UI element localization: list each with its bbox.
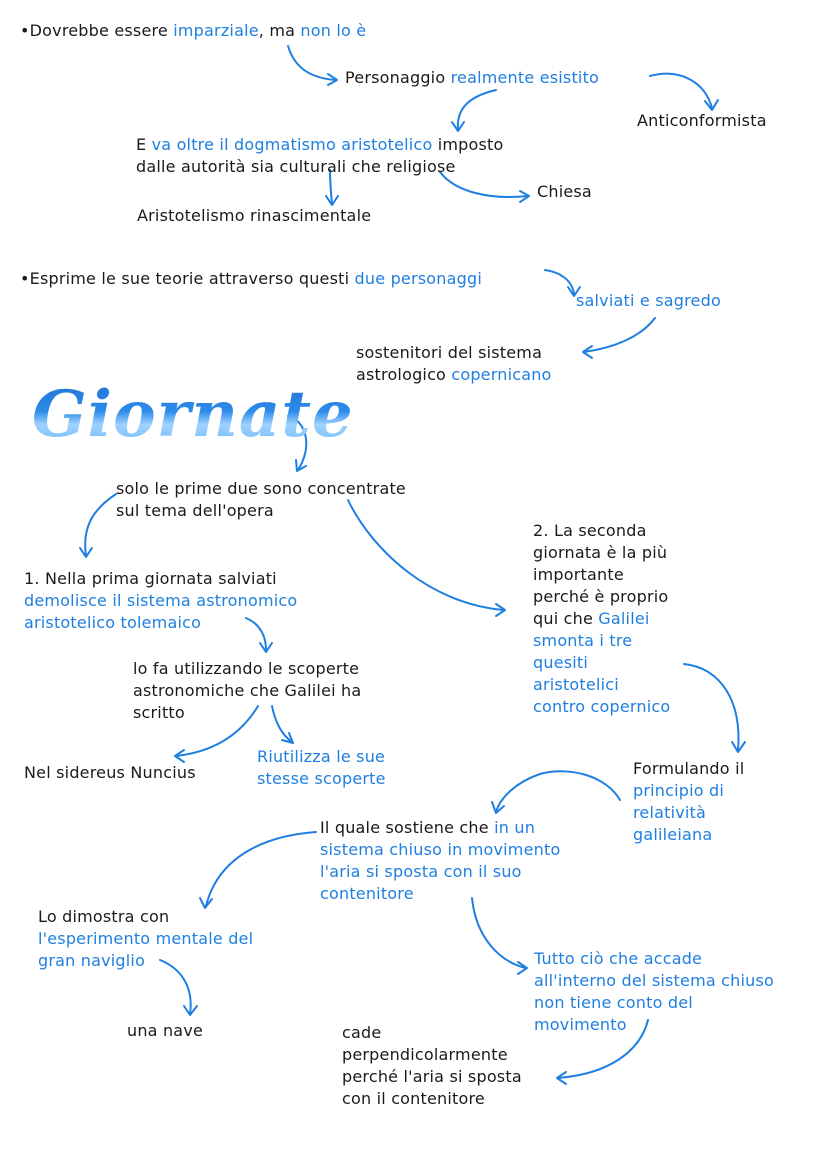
note-anticonformista: Anticonformista	[637, 111, 767, 130]
arrow-14	[684, 664, 738, 750]
arrow-2	[650, 74, 712, 108]
arrow-16	[206, 832, 316, 906]
note-tutto-cio: Tutto ciò che accade all'interno del sistema chiuso non tiene conto del movimento	[534, 949, 774, 1034]
note-sistema-chiuso: Il quale sostiene che in un sistema chiuso in movimento l'aria si sposta con il suo contenitore	[320, 818, 561, 903]
note-prime-due: solo le prime due sono concentrate sul tema dell'opera	[116, 479, 406, 520]
note-relativita: Formulando il principio di relatività galileiana	[633, 759, 745, 844]
arrow-15	[496, 771, 620, 812]
note-cade: cade perpendicolarmente perché l'aria si sposta con il contenitore	[342, 1023, 522, 1108]
note-chiesa: Chiesa	[537, 182, 592, 201]
note-scoperte: lo fa utilizzando le scoperte astronomiche che Galilei ha scritto	[133, 659, 362, 722]
arrow-7	[584, 318, 655, 352]
note-riutilizza: Riutilizza le sue stesse scoperte	[257, 747, 386, 788]
note-dogmatismo: E va oltre il dogmatismo aristotelico imposto dalle autorità sia culturali che religiose	[136, 135, 504, 176]
note-gran-naviglio: Lo dimostra con l'esperimento mentale del gran naviglio	[38, 907, 254, 970]
arrow-9	[85, 494, 116, 556]
page-title: Giornate	[32, 375, 354, 455]
note-imparziale: •Dovrebbe essere imparziale, ma non lo è	[20, 21, 367, 40]
note-esprime: •Esprime le sue teorie attraverso questi due personaggi	[20, 269, 482, 288]
note-sidereus: Nel sidereus Nuncius	[24, 763, 196, 782]
note-personaggio: Personaggio realmente esistito	[345, 68, 600, 87]
note-prima-giornata: 1. Nella prima giornata salviati demolisce il sistema astronomico aristotelico tolemaico	[24, 569, 298, 632]
note-sostenitori: sostenitori del sistema astrologico copernicano	[356, 343, 552, 384]
arrow-17	[472, 898, 526, 968]
note-salviati-sagredo: salviati e sagredo	[576, 291, 721, 310]
note-seconda-giornata: 2. La seconda giornata è la più importante perché è proprio qui che Galilei smonta i tre quesiti aristotelici contro copernico	[533, 521, 671, 716]
note-nave: una nave	[127, 1021, 204, 1040]
note-aristotelismo: Aristotelismo rinascimentale	[137, 206, 372, 225]
